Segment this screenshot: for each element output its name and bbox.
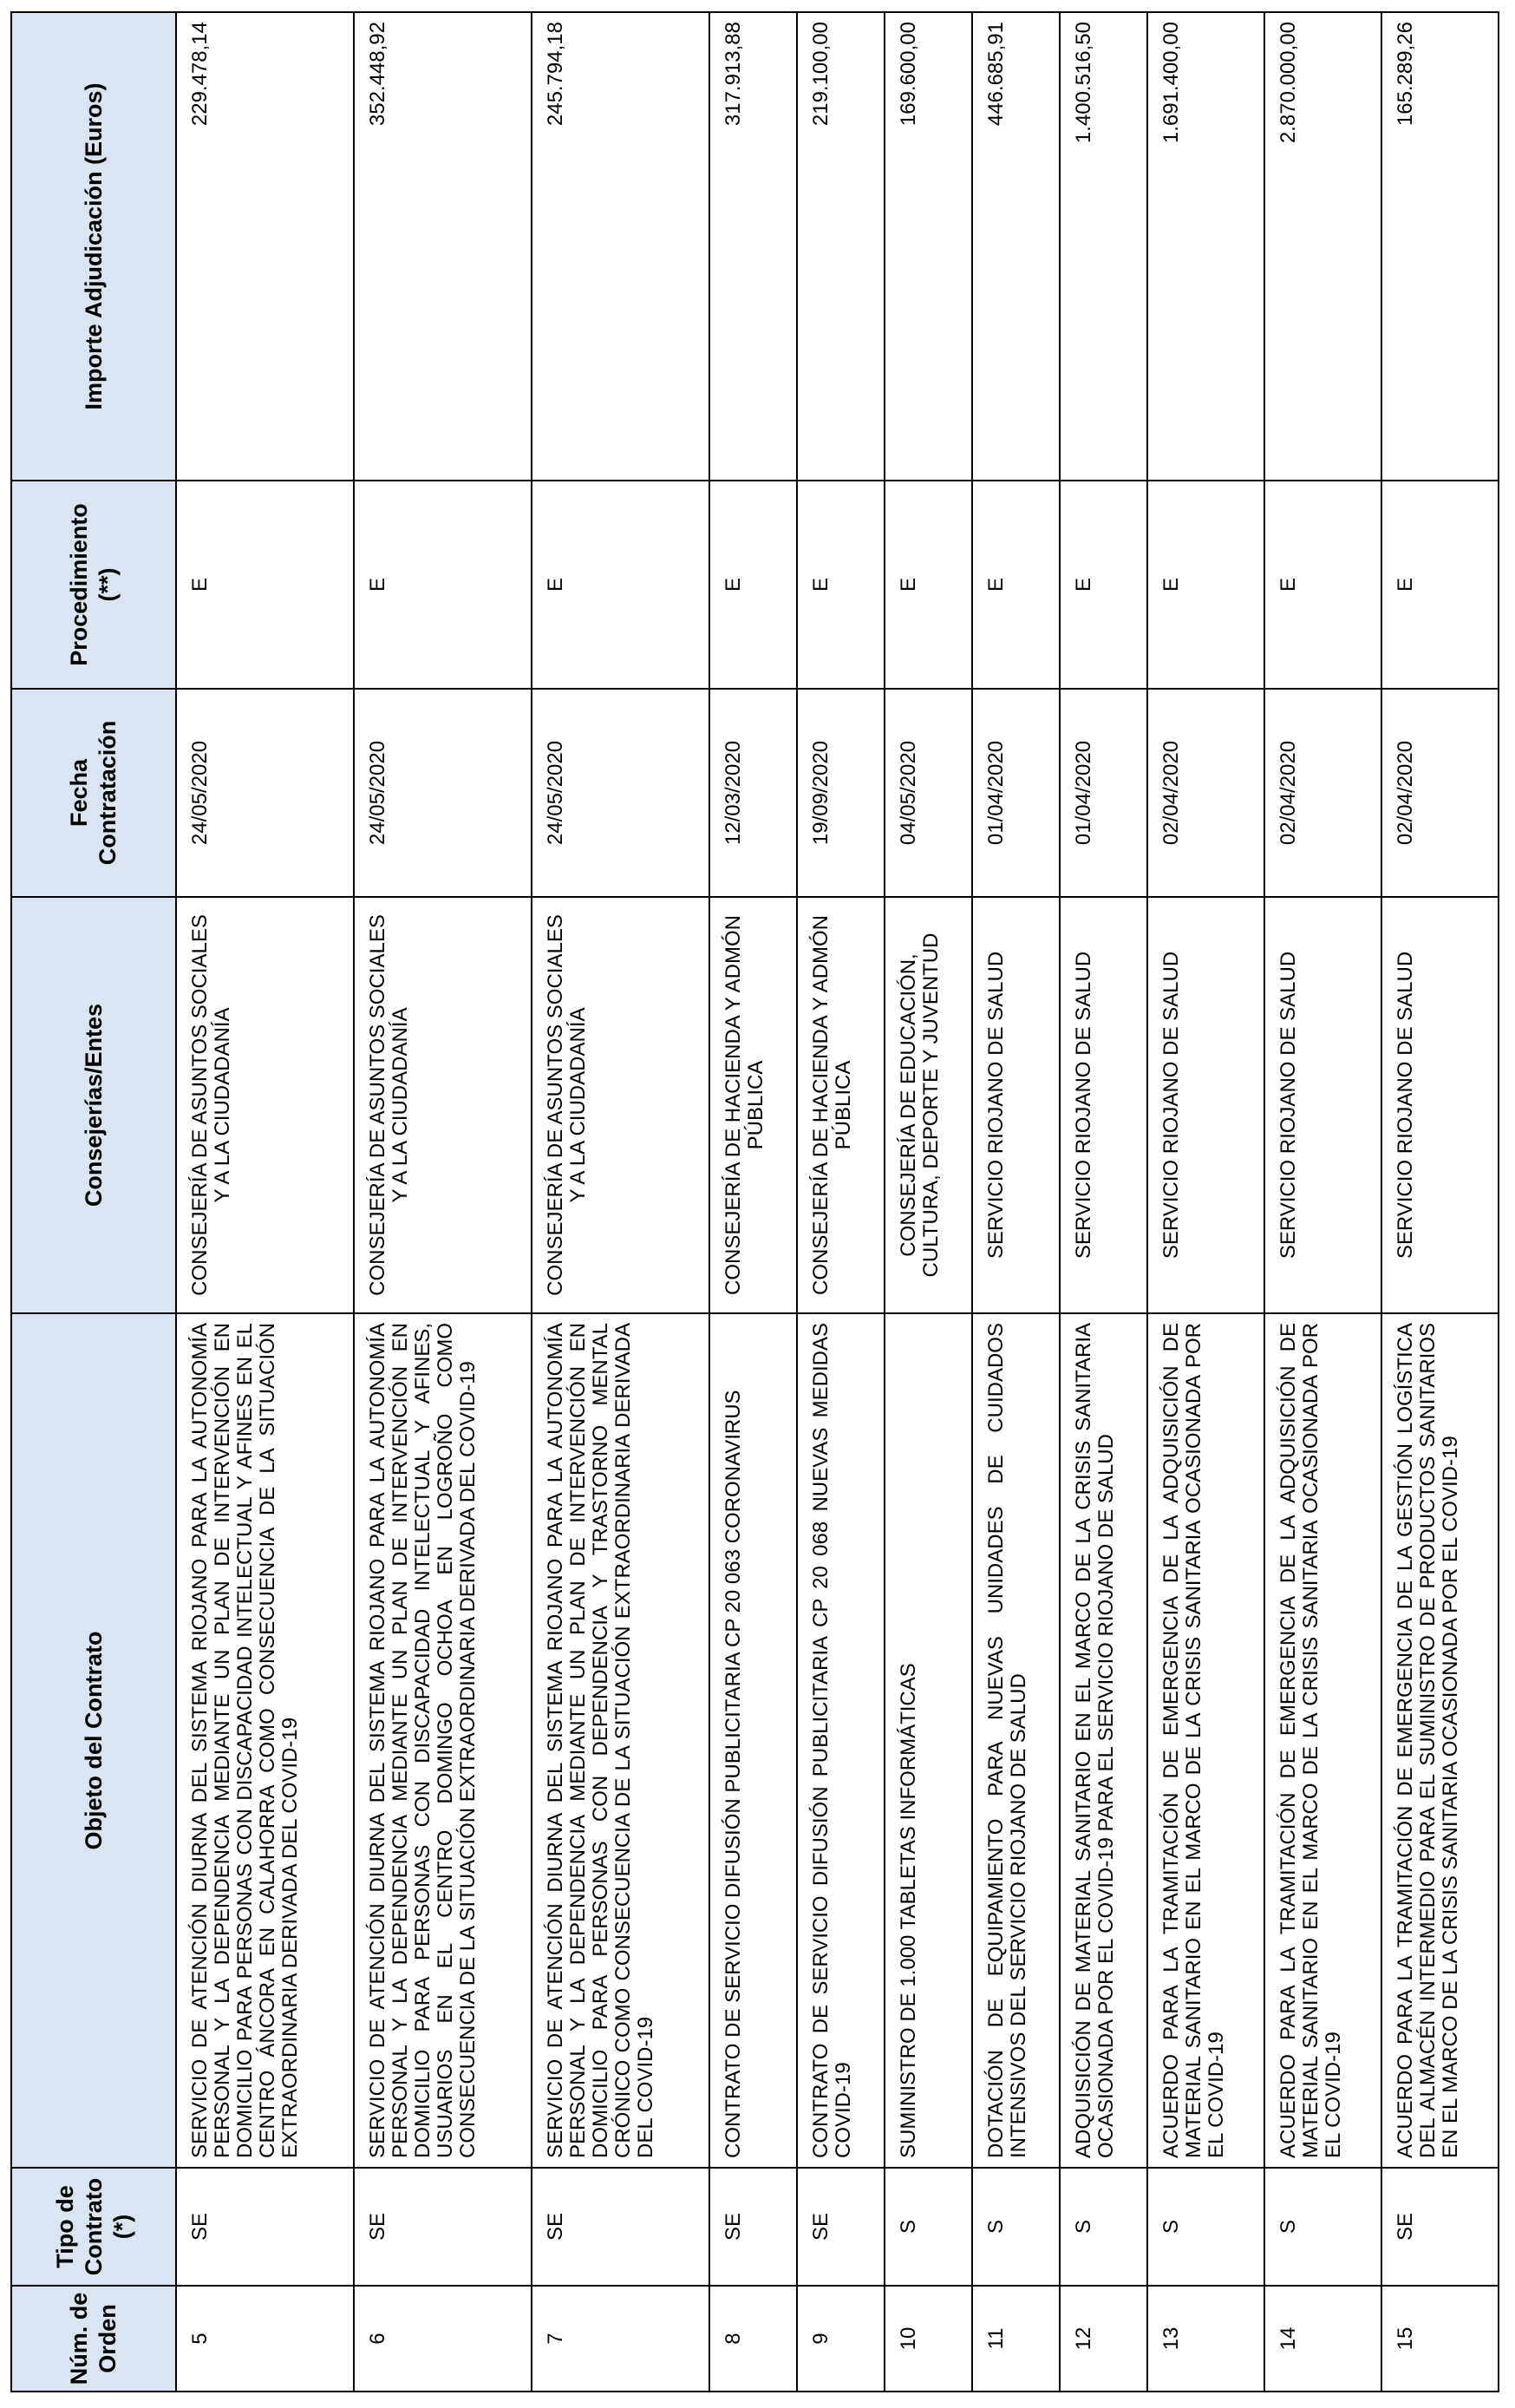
cell-consejeria: CONSEJERÍA DE ASUNTOS SOCIALES Y A LA CIUDADANÍA bbox=[532, 897, 709, 1313]
cell-num: 13 bbox=[1147, 2286, 1264, 2392]
cell-tipo: SE bbox=[532, 2168, 709, 2286]
cell-num: 12 bbox=[1060, 2286, 1147, 2392]
cell-objeto: CONTRATO DE SERVICIO DIFUSIÓN PUBLICITARIA CP 20 063 CORONAVIRUS bbox=[709, 1313, 797, 2168]
cell-importe: 317.913,88 bbox=[709, 12, 797, 481]
cell-tipo: SE bbox=[1381, 2168, 1499, 2286]
cell-importe: 1.400.516,50 bbox=[1060, 12, 1147, 481]
cell-procedimiento: E bbox=[354, 481, 532, 689]
cell-consejeria: SERVICIO RIOJANO DE SALUD bbox=[1381, 897, 1499, 1313]
cell-procedimiento: E bbox=[972, 481, 1060, 689]
cell-importe: 446.685,91 bbox=[972, 12, 1060, 481]
cell-importe: 169.600,00 bbox=[885, 12, 972, 481]
cell-consejeria: CONSEJERÍA DE ASUNTOS SOCIALES Y A LA CIUDADANÍA bbox=[176, 897, 354, 1313]
header-fecha: Fecha Contratación bbox=[11, 689, 176, 897]
cell-importe: 219.100,00 bbox=[797, 12, 885, 481]
table-row bbox=[972, 12, 1060, 2392]
cell-tipo: S bbox=[1147, 2168, 1264, 2286]
cell-importe: 245.794,18 bbox=[532, 12, 709, 481]
cell-tipo: SE bbox=[797, 2168, 885, 2286]
cell-fecha: 24/05/2020 bbox=[354, 689, 532, 897]
cell-importe: 2.870.000,00 bbox=[1264, 12, 1381, 481]
cell-importe: 1.691.400,00 bbox=[1147, 12, 1264, 481]
cell-consejeria: CONSEJERÍA DE EDUCACIÓN, CULTURA, DEPORTE Y JUVENTUD bbox=[885, 897, 972, 1313]
cell-num: 7 bbox=[532, 2286, 709, 2392]
header-num: Núm. de Orden bbox=[11, 2286, 176, 2392]
cell-importe: 352.448,92 bbox=[354, 12, 532, 481]
cell-consejeria: CONSEJERÍA DE HACIENDA Y ADMÓN PÚBLICA bbox=[709, 897, 797, 1313]
table-row bbox=[709, 12, 797, 2392]
cell-importe: 165.289,26 bbox=[1381, 12, 1499, 481]
cell-procedimiento: E bbox=[1147, 481, 1264, 689]
cell-procedimiento: E bbox=[1060, 481, 1147, 689]
cell-tipo: S bbox=[885, 2168, 972, 2286]
cell-num: 9 bbox=[797, 2286, 885, 2392]
cell-consejeria: SERVICIO RIOJANO DE SALUD bbox=[972, 897, 1060, 1313]
cell-consejeria: CONSEJERÍA DE HACIENDA Y ADMÓN PÚBLICA bbox=[797, 897, 885, 1313]
cell-objeto: ACUERDO PARA LA TRAMITACIÓN DE EMERGENCIA DE LA ADQUISICIÓN DE MATERIAL SANITARIO EN EL MARCO DE LA CRISIS SANITARIA OCASIONADA POR EL COVID-19 bbox=[1147, 1313, 1264, 2168]
cell-procedimiento: E bbox=[885, 481, 972, 689]
contracts-table bbox=[10, 11, 1499, 2392]
cell-procedimiento: E bbox=[532, 481, 709, 689]
cell-procedimiento: E bbox=[176, 481, 354, 689]
cell-num: 6 bbox=[354, 2286, 532, 2392]
table-row bbox=[1060, 12, 1147, 2392]
cell-procedimiento: E bbox=[797, 481, 885, 689]
header-objeto: Objeto del Contrato bbox=[11, 1313, 176, 2168]
table-row bbox=[1381, 12, 1499, 2392]
cell-tipo: S bbox=[1264, 2168, 1381, 2286]
cell-num: 5 bbox=[176, 2286, 354, 2392]
cell-objeto: ADQUISICIÓN DE MATERIAL SANITARIO EN EL MARCO DE LA CRISIS SANITARIA OCASIONADA POR EL COVID-19 PARA EL SERVICIO RIOJANO DE SALUD bbox=[1060, 1313, 1147, 2168]
header-tipo: Tipo de Contrato (*) bbox=[11, 2168, 176, 2286]
table-row bbox=[885, 12, 972, 2392]
cell-fecha: 24/05/2020 bbox=[176, 689, 354, 897]
cell-objeto: SERVICIO DE ATENCIÓN DIURNA DEL SISTEMA RIOJANO PARA LA AUTONOMÍA PERSONAL Y LA DEPENDENCIA MEDIANTE UN PLAN DE INTERVENCIÓN EN DOMICILIO PARA PERSONAS CON DISCAPACIDAD INTELECTUAL Y AFINES, USUARIOS EN EL CENTRO DOMINGO OCHOA EN LOGROÑO COMO CONSECUENCIA DE LA SITUACIÓN EXTRAORDINARIA DERIVADA DEL COVID-19 bbox=[354, 1313, 532, 2168]
cell-objeto: SUMINISTRO DE 1.000 TABLETAS INFORMÁTICAS bbox=[885, 1313, 972, 2168]
header-consejerias: Consejerías/Entes bbox=[11, 897, 176, 1313]
cell-consejeria: SERVICIO RIOJANO DE SALUD bbox=[1264, 897, 1381, 1313]
cell-num: 8 bbox=[709, 2286, 797, 2392]
cell-objeto: SERVICIO DE ATENCIÓN DIURNA DEL SISTEMA RIOJANO PARA LA AUTONOMÍA PERSONAL Y LA DEPENDENCIA MEDIANTE UN PLAN DE INTERVENCIÓN EN DOMICILIO PARA PERSONAS CON DEPENDENCIA Y TRASTORNO MENTAL CRÓNICO COMO CONSECUENCIA DE LA SITUACIÓN EXTRAORDINARIA DERIVADA DEL COVID-19 bbox=[532, 1313, 709, 2168]
header-importe: Importe Adjudicación (Euros) bbox=[11, 12, 176, 481]
table-row bbox=[1147, 12, 1264, 2392]
cell-fecha: 24/05/2020 bbox=[532, 689, 709, 897]
header-row bbox=[11, 12, 176, 2392]
table-row bbox=[532, 12, 709, 2392]
cell-fecha: 19/09/2020 bbox=[797, 689, 885, 897]
cell-num: 15 bbox=[1381, 2286, 1499, 2392]
cell-fecha: 12/03/2020 bbox=[709, 689, 797, 897]
cell-procedimiento: E bbox=[709, 481, 797, 689]
cell-num: 11 bbox=[972, 2286, 1060, 2392]
cell-num: 14 bbox=[1264, 2286, 1381, 2392]
table-row bbox=[354, 12, 532, 2392]
cell-objeto: CONTRATO DE SERVICIO DIFUSIÓN PUBLICITARIA CP 20 068 NUEVAS MEDIDAS COVID-19 bbox=[797, 1313, 885, 2168]
cell-fecha: 02/04/2020 bbox=[1381, 689, 1499, 897]
cell-tipo: S bbox=[1060, 2168, 1147, 2286]
cell-tipo: SE bbox=[709, 2168, 797, 2286]
cell-objeto: ACUERDO PARA LA TRAMITACIÓN DE EMERGENCIA DE LA GESTIÓN LOGÍSTICA DEL ALMACÉN INTERMEDIO PARA EL SUMINISTRO DE PRODUCTOS SANITARIOS EN EL MARCO DE LA CRISIS SANITARIA OCASIONADA POR EL COVID-19 bbox=[1381, 1313, 1499, 2168]
cell-tipo: SE bbox=[354, 2168, 532, 2286]
cell-objeto: ACUERDO PARA LA TRAMITACIÓN DE EMERGENCIA DE LA ADQUISICIÓN DE MATERIAL SANITARIO EN EL MARCO DE LA CRISIS SANITARIA OCASIONADA POR EL COVID-19 bbox=[1264, 1313, 1381, 2168]
cell-consejeria: SERVICIO RIOJANO DE SALUD bbox=[1060, 897, 1147, 1313]
cell-importe: 229.478,14 bbox=[176, 12, 354, 481]
cell-procedimiento: E bbox=[1381, 481, 1499, 689]
header-procedimiento: Procedimiento (**) bbox=[11, 481, 176, 689]
cell-fecha: 02/04/2020 bbox=[1264, 689, 1381, 897]
cell-fecha: 02/04/2020 bbox=[1147, 689, 1264, 897]
cell-tipo: S bbox=[972, 2168, 1060, 2286]
table-row bbox=[176, 12, 354, 2392]
cell-procedimiento: E bbox=[1264, 481, 1381, 689]
cell-fecha: 04/05/2020 bbox=[885, 689, 972, 897]
cell-tipo: SE bbox=[176, 2168, 354, 2286]
cell-consejeria: SERVICIO RIOJANO DE SALUD bbox=[1147, 897, 1264, 1313]
cell-objeto: SERVICIO DE ATENCIÓN DIURNA DEL SISTEMA RIOJANO PARA LA AUTONOMÍA PERSONAL Y LA DEPENDENCIA MEDIANTE UN PLAN DE INTERVENCIÓN EN DOMICILIO PARA PERSONAS CON DISCAPACIDAD INTELECTUAL Y AFINES EN EL CENTRO ÁNCORA EN CALAHORRA COMO CONSECUENCIA DE LA SITUACIÓN EXTRAORDINARIA DERIVADA DEL COVID-19 bbox=[176, 1313, 354, 2168]
cell-fecha: 01/04/2020 bbox=[972, 689, 1060, 897]
cell-objeto: DOTACIÓN DE EQUIPAMIENTO PARA NUEVAS UNIDADES DE CUIDADOS INTENSIVOS DEL SERVICIO RIOJANO DE SALUD bbox=[972, 1313, 1060, 2168]
table-row bbox=[1264, 12, 1381, 2392]
table-row bbox=[797, 12, 885, 2392]
cell-num: 10 bbox=[885, 2286, 972, 2392]
cell-consejeria: CONSEJERÍA DE ASUNTOS SOCIALES Y A LA CIUDADANÍA bbox=[354, 897, 532, 1313]
cell-fecha: 01/04/2020 bbox=[1060, 689, 1147, 897]
